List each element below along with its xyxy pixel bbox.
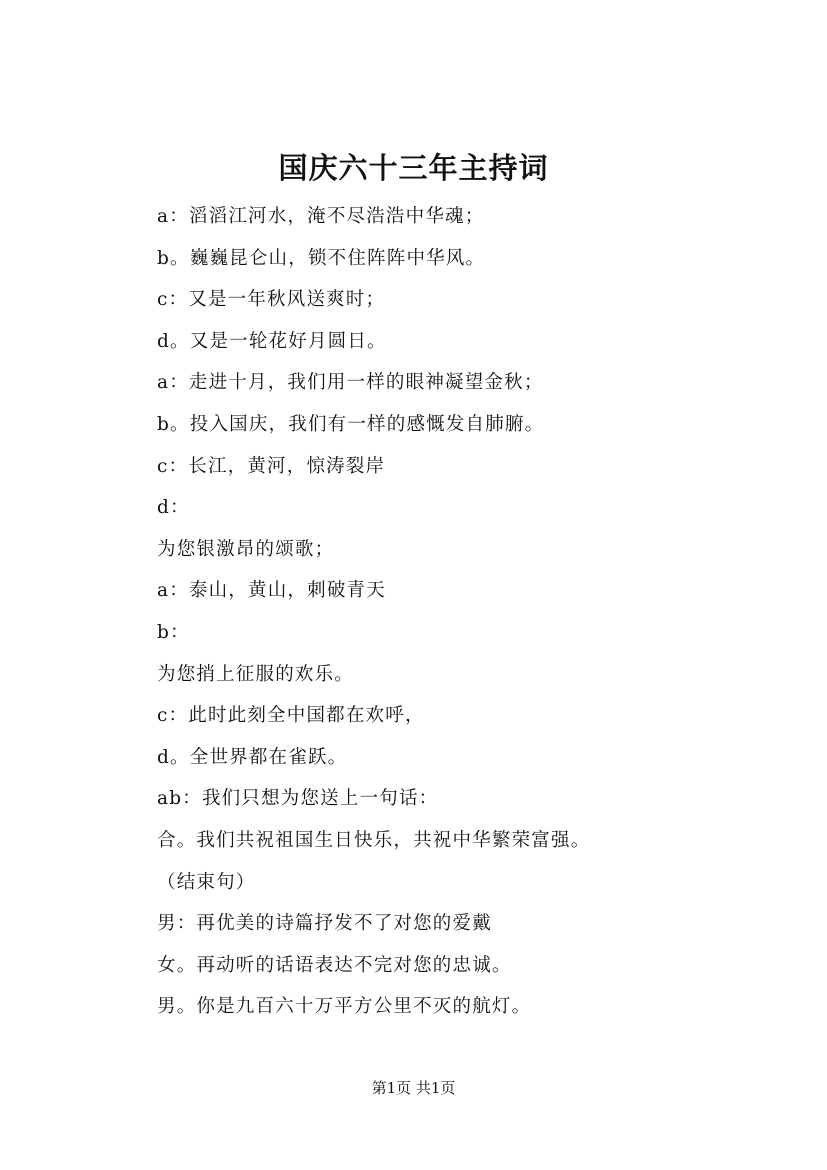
body-line: b：: [157, 621, 190, 643]
body-line: b。巍巍昆仑山，锁不住阵阵中华风。: [157, 247, 486, 269]
body-line: 合。我们共祝祖国生日快乐，共祝中华繁荣富强。: [157, 829, 591, 851]
body-line: a：滔滔江河水，淹不尽浩浩中华魂；: [157, 206, 485, 227]
body-line: 为您银激昂的颂歌；: [157, 538, 335, 560]
body-line: b。投入国庆，我们有一样的感慨发自肺腑。: [157, 413, 545, 435]
body-line: 为您捎上征服的欢乐。: [157, 663, 355, 685]
body-line: ab：我们只想为您送上一句话：: [157, 788, 439, 810]
document-title: 国庆六十三年主持词: [278, 151, 549, 185]
body-line: a：走进十月，我们用一样的眼神凝望金秋；: [157, 372, 544, 394]
body-line: （结束句）: [157, 871, 256, 893]
body-line: 男。你是九百六十万平方公里不灭的航灯。: [157, 996, 532, 1018]
body-line: c：又是一年秋风送爽时；: [157, 289, 386, 311]
body-line: c：长江，黄河，惊涛裂岸: [157, 455, 386, 477]
body-line: d。又是一轮花好月圆日。: [157, 330, 387, 352]
page-footer: 第1页 共1页: [371, 1079, 456, 1097]
body-line: 女。再动听的话语表达不完对您的忠诚。: [157, 954, 512, 976]
body-line: d：: [157, 497, 190, 519]
body-line: a：泰山，黄山，刺破青天: [157, 580, 386, 602]
body-line: d。全世界都在雀跃。: [157, 746, 348, 768]
body-line: c：此时此刻全中国都在欢呼，: [157, 705, 425, 727]
body-line: 男：再优美的诗篇抒发不了对您的爱戴: [157, 913, 492, 935]
document-body: [157, 196, 757, 1028]
